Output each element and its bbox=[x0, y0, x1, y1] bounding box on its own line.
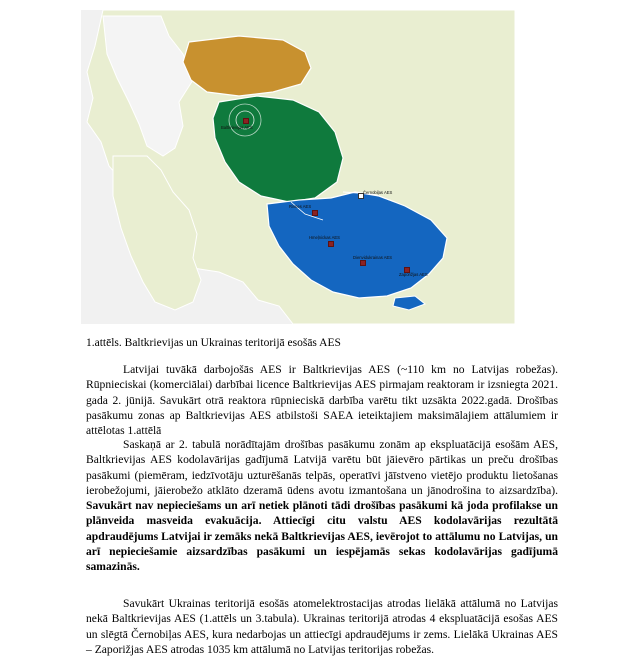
plant-label-south-ukraine: Dienvidukrainas AES bbox=[353, 255, 393, 260]
map-baltic-region-npp bbox=[43, 6, 600, 328]
paragraph-safety-measures bbox=[86, 437, 558, 575]
map-region-latvia bbox=[183, 36, 311, 96]
plant-marker-rivne bbox=[312, 210, 318, 216]
paragraph-ukraine-npp bbox=[86, 596, 558, 657]
figure-caption: 1.attēls. Baltkrievijas un Ukrainas teritorijā esošās AES bbox=[86, 337, 341, 349]
paragraph-2-bold: Savukārt nav nepieciešams un arī netiek plānoti tādi drošības pasākumi kā joda profilakse un plānveida masveida evakuācija. Attiecīgi citu valstu AES kodolavārijas rezultātā apdraudējums Latvijai ir zemāks nekā Baltkrievijas AES, ievērojot to attālumu no Latvijas, un arī nepieciešamie aizsardzības pasākumi un iespējamās sekas kodolavārijas gadījumā samazinās. bbox=[86, 499, 558, 574]
plant-label-rivne: Rivnes AES bbox=[289, 204, 312, 209]
paragraph-belarus-npp bbox=[86, 362, 558, 438]
figure-map-container bbox=[43, 6, 600, 328]
paragraph-3-text: Savukārt Ukrainas teritorijā esošās atomelektrostacijas atrodas lielākā attālumā no Latvijas nekā Baltkrievijas AES (1.attēls un 3.tabula). Ukrainas teritorijā atrodas 4 ekspluatācijā esošas AES un slēgtā Černobiļas AES, kura nedarbojas un attiecīgi apdraudējums ir zems. Lielākā Ukrainas AES – Zaporižjas AES atrodas 1035 km attālumā no Latvijas teritorijas robežas. bbox=[86, 597, 558, 656]
plant-label-chernobyl: Černobiļas AES bbox=[363, 190, 393, 195]
plant-marker-khmelnytskyi bbox=[328, 241, 334, 247]
paragraph-2-text bbox=[86, 437, 558, 575]
plant-label-zaporizhzhia: Zaporižjas AES bbox=[399, 272, 428, 277]
paragraph-2-part1: Saskaņā ar 2. tabulā norādītajām drošības pasākumu zonām ap ekspluatācijā esošām AES, Baltkrievijas AES kodolavārijas gadījumā Latvijā varētu būt jāievēro pārtikas un preču drošības pasākumi (piemēram, iedzīvotāju uzturēšanās telpās, operatīvi jāīstveno vietējo produktu lietošanas ierobežojumi, jāierobežo atklāto dzeramā ūdens avotu izmantošana un jānodrošina to aizsardzība). bbox=[86, 438, 558, 497]
plant-label-khmelnytskyi: Hmeļnickas AES bbox=[309, 235, 340, 240]
plant-marker-astravyets bbox=[243, 118, 249, 124]
plant-marker-south-ukraine bbox=[360, 260, 366, 266]
plant-label-astravyets: Baltkrievijas AES bbox=[221, 125, 253, 130]
paragraph-1-text: Latvijai tuvākā darbojošās AES ir Baltkrievijas AES (~110 km no Latvijas robežas). Rūpnieciskai (komerciālai) darbībai licence Baltkrievijas AES pirmajam reaktoram ir izsniegta 2021. gada 2. jūnijā. Savukārt otrā reaktora rūpnieciskā darbība varētu tikt uzsākta 2022.gadā. Drošības pasākumu zonas ap Baltkrievijas AES atbilstoši SAEA ieteiktajiem maksimālajiem attālumiem ir attēlotas 1.attēlā bbox=[86, 363, 558, 438]
